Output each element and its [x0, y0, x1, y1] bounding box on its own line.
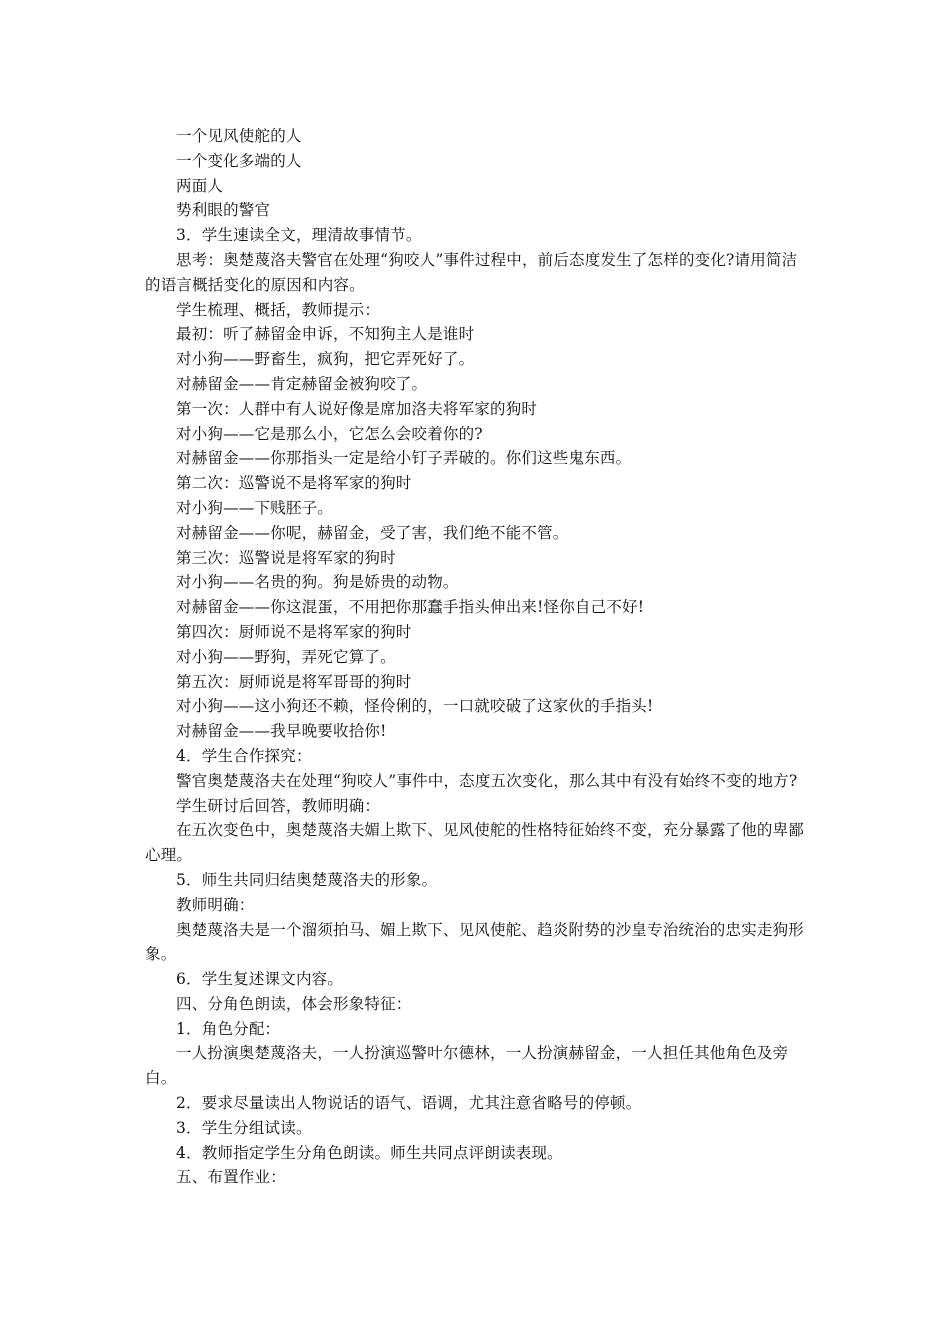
- paragraph: 第一次：人群中有人说好像是席加洛夫将军家的狗时: [176, 399, 538, 418]
- paragraph: 1．角色分配：: [176, 1019, 281, 1038]
- paragraph: 学生研讨后回答，教师明确：: [176, 796, 381, 815]
- paragraph: 第四次：厨师说不是将军家的狗时: [176, 622, 412, 641]
- document-body: [145, 124, 809, 1190]
- paragraph: 教师明确：: [176, 895, 255, 914]
- paragraph: 4．学生合作探究：: [176, 746, 312, 765]
- paragraph: 势利眼的警官: [176, 201, 271, 220]
- paragraph: 第五次：厨师说是将军哥哥的狗时: [176, 672, 412, 691]
- paragraph: 在五次变色中，奥楚蔑洛夫媚上欺下、见风使舵的性格特征始终不变，充分暴露了他的卑鄙心理。: [145, 821, 805, 865]
- paragraph: 对小狗——它是那么小，它怎么会咬着你的?: [176, 424, 483, 443]
- paragraph: 6．学生复述课文内容。: [176, 970, 344, 989]
- paragraph: 学生梳理、概括，教师提示：: [176, 300, 381, 319]
- paragraph: 警官奥楚蔑洛夫在处理“狗咬人”事件中，态度五次变化，那么其中有没有始终不变的地方?: [176, 771, 798, 790]
- paragraph: 对赫留金——你那指头一定是给小钉子弄破的。你们这些鬼东西。: [176, 449, 632, 468]
- paragraph: 3．学生速读全文，理清故事情节。: [176, 226, 422, 245]
- paragraph: 两面人: [176, 176, 224, 195]
- paragraph: 对小狗——名贵的狗。狗是娇贵的动物。: [176, 573, 459, 592]
- paragraph: 对小狗——野畜生，疯狗，把它弄死好了。: [176, 350, 475, 369]
- paragraph: 第二次：巡警说不是将军家的狗时: [176, 474, 412, 493]
- paragraph: 3．学生分组试读。: [176, 1118, 312, 1137]
- paragraph: 对小狗——野狗，弄死它算了。: [176, 647, 396, 666]
- paragraph: 4．教师指定学生分角色朗读。师生共同点评朗读表现。: [176, 1143, 563, 1162]
- paragraph: 一个变化多端的人: [176, 151, 302, 170]
- paragraph: 对小狗——下贱胚子。: [176, 498, 334, 517]
- paragraph: 对赫留金——我早晚要收拾你!: [176, 722, 387, 741]
- paragraph: 对赫留金——肯定赫留金被狗咬了。: [176, 374, 428, 393]
- paragraph: 四、分角色朗读，体会形象特征：: [176, 994, 412, 1013]
- paragraph: 一人扮演奥楚蔑洛夫，一人扮演巡警叶尔德林，一人扮演赫留金，一人担任其他角色及旁白。: [145, 1044, 789, 1088]
- paragraph: 最初：听了赫留金申诉，不知狗主人是谁时: [176, 325, 475, 344]
- paragraph: 一个见风使舵的人: [176, 127, 302, 145]
- paragraph: 2．要求尽量读出人物说话的语气、语调，尤其注意省略号的停顿。: [176, 1094, 642, 1113]
- paragraph: 对小狗——这小狗还不赖，怪伶俐的，一口就咬破了这家伙的手指头!: [176, 697, 654, 716]
- paragraph: 第三次：巡警说是将军家的狗时: [176, 548, 396, 567]
- paragraph: 5．师生共同归结奥楚蔑洛夫的形象。: [176, 870, 438, 889]
- paragraph: 对赫留金——你呢，赫留金，受了害，我们绝不能不管。: [176, 523, 569, 542]
- paragraph: 思考：奥楚蔑洛夫警官在处理“狗咬人”事件过程中，前后态度发生了怎样的变化?请用简洁的语言概括变化的原因和内容。: [145, 250, 798, 294]
- paragraph: 奥楚蔑洛夫是一个溜须拍马、媚上欺下、见风使舵、趋炎附势的沙皇专治统治的忠实走狗形象。: [145, 920, 805, 964]
- paragraph: 对赫留金——你这混蛋，不用把你那蠢手指头伸出来!怪你自己不好!: [176, 598, 645, 617]
- paragraph: 五、布置作业：: [176, 1168, 286, 1187]
